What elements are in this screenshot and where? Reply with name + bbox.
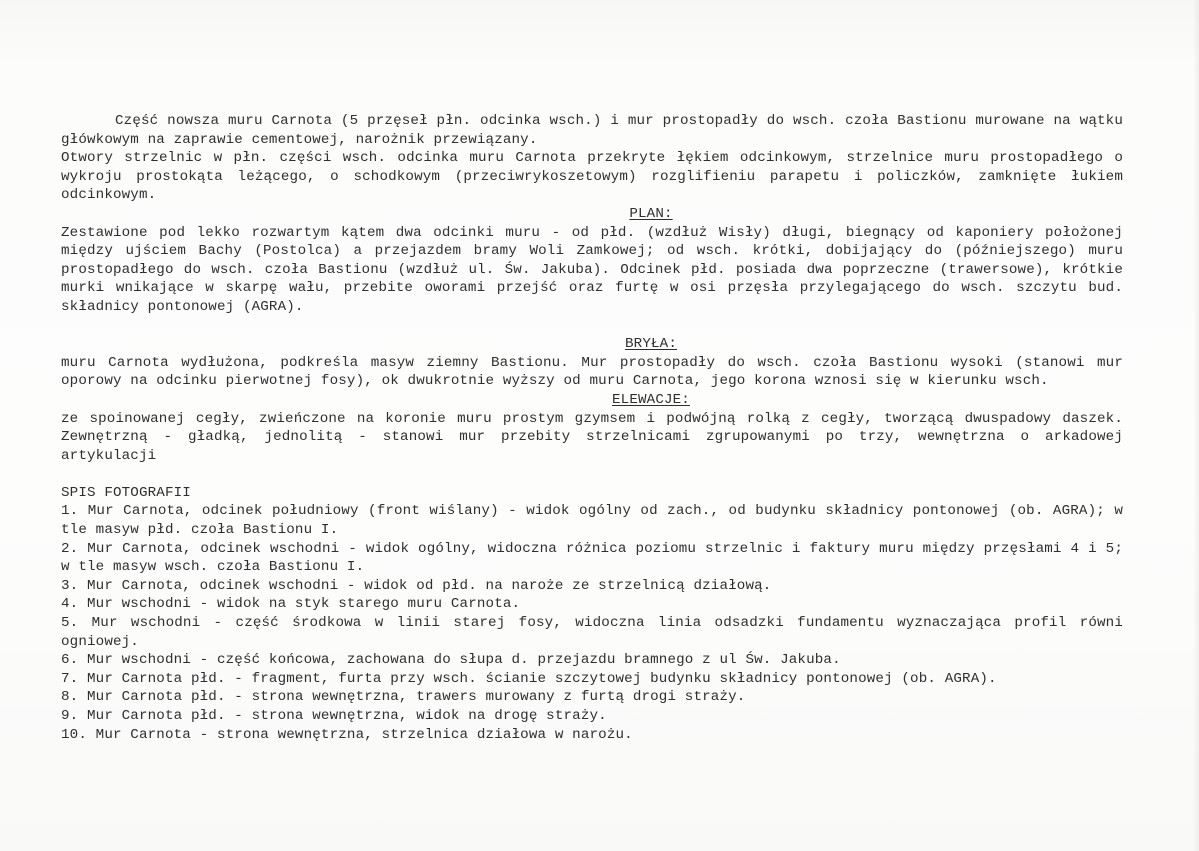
plan-paragraph: Zestawione pod lekko rozwartym kątem dwa odcinki muru - od płd. (wzdłuż Wisły) długi, biegnący od kaponiery położonej między ujściem Bachy (Postolca) a przejazdem bramy Woli Zamkowej; od wsch. krótki, dobijający do (późniejszego) muru prostopadłego do wsch. czoła Bastionu (wzdłuż ul. Św. Jakuba). Odcinek płd. posiada dwa poprzeczne (trawersowe), krótkie murki wnikające w skarpę wału, przebite oworami przejść oraz furtę w osi przęsła przylegającego do wsch. szczytu bud. składnicy pontonowej (AGRA).	[61, 224, 1123, 315]
elewacje-paragraph: ze spoinowanej cegły, zwieńczone na koronie muru prostym gzymsem i podwójną rolką z cegły, tworzącą dwuspadowy daszek. Zewnętrzną - gładką, jednolitą - stanowi mur przebity strzelnicami zgrupowanymi po trzy, wewnętrzna o arkadowej artykulacji	[61, 410, 1123, 464]
section-gap	[61, 317, 1123, 336]
plan-heading: PLAN:	[629, 205, 673, 222]
bryla-heading: BRYŁA:	[625, 336, 677, 353]
intro-paragraph-2: Otwory strzelnic w płn. części wsch. odcinka muru Carnota przekryte łękiem odcinkowym, strzelnice muru prostopadłego o wykroju prostokąta leżącego, o schodkowym (przeciwrykoszetowym) rozglifieniu parapetu i policzków, zamknięte łukiem odcinkowym.	[61, 150, 1123, 204]
photo-list-item: 1. Mur Carnota, odcinek południowy (front wiślany) - widok ogólny od zach., od budynku składnicy pontonowej (ob. AGRA); w tle masyw płd. czoła Bastionu I.	[61, 503, 1123, 539]
photo-list-title: SPIS FOTOGRAFII	[61, 484, 191, 501]
photo-list-item: 2. Mur Carnota, odcinek wschodni - widok ogólny, widoczna różnica poziomu strzelnic i faktury muru między przęsłami 4 i 5; w tle masyw wsch. czoła Bastionu I.	[61, 540, 1123, 576]
document-body	[61, 112, 1123, 744]
photo-list-item: 3. Mur Carnota, odcinek wschodni - widok od płd. na naroże ze strzelnicą działową.	[61, 577, 772, 594]
photo-list-item: 6. Mur wschodni - część końcowa, zachowana do słupa d. przejazdu bramnego z ul Św. Jakuba.	[61, 652, 841, 669]
bryla-paragraph: muru Carnota wydłużona, podkreśla masyw ziemny Bastionu. Mur prostopadły do wsch. czoła Bastionu wysoki (stanowi mur oporowy na odcinku pierwotnej fosy), ok dwukrotnie wyższy od muru Carnota, jego korona wznosi się w kierunku wsch.	[61, 354, 1123, 390]
photo-list-item: 10. Mur Carnota - strona wewnętrzna, strzelnica działowa w narożu.	[61, 726, 633, 743]
photo-list-item: 7. Mur Carnota płd. - fragment, furta przy wsch. ścianie szczytowej budynku składnicy pontonowej (ob. AGRA).	[61, 670, 997, 687]
photo-list-item: 9. Mur Carnota płd. - strona wewnętrzna, widok na drogę straży.	[61, 708, 607, 724]
photo-list-item: 8. Mur Carnota płd. - strona wewnętrzna, trawers murowany z furtą drogi straży.	[61, 689, 746, 706]
photo-list-item: 4. Mur wschodni - widok na styk starego muru Carnota.	[61, 596, 521, 613]
photo-list-item: 5. Mur wschodni - część środkowa w linii starej fosy, widoczna linia odsadzki fundamentu wyznaczająca profil równi ogniowej.	[61, 615, 1123, 650]
elewacje-heading: ELEWACJE:	[612, 391, 690, 408]
intro-paragraph-1: Część nowsza muru Carnota (5 przęseł płn. odcinka wsch.) i mur prostopadły do wsch. czoła Bastionu murowane na wątku główkowym na zaprawie cementowej, narożnik przewiązany.	[61, 113, 1123, 148]
section-gap	[61, 465, 1123, 484]
